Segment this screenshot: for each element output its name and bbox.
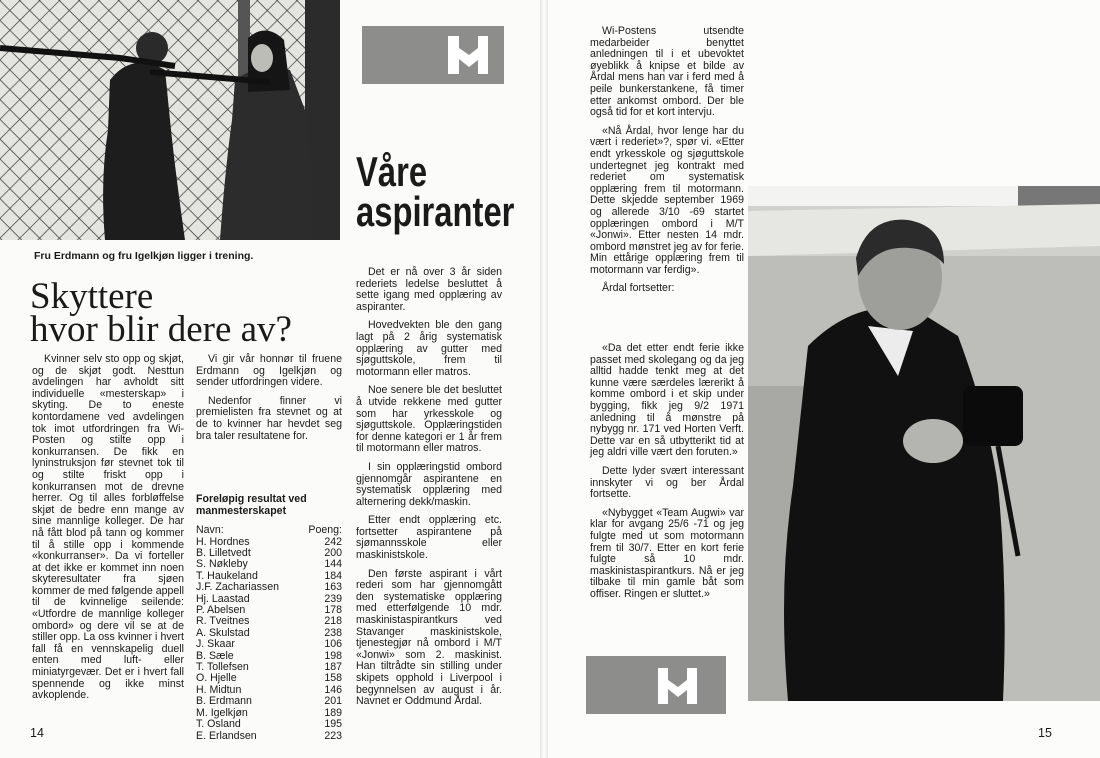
aspiranter-column [356, 267, 502, 715]
interview-paragraph: Årdal fortsetter: [602, 282, 675, 295]
aspiranter-headline-line-2: aspiranter [356, 188, 515, 235]
engineer-illustration [748, 186, 1100, 701]
page-number-right: 15 [1038, 726, 1052, 740]
aspiranter-paragraph: I sin opplæringstid ombord gjennomgår aspirantene en systematisk opplæring med alternering dekk/maskin. [356, 460, 502, 508]
right-page [548, 0, 1100, 758]
competitor-score: 184 [324, 569, 342, 582]
article-headline [30, 276, 340, 350]
competitor-name: A. Skulstad [196, 626, 250, 639]
honour-paragraph: Vi gir vår honnør til fruene Erdmann og Igelkjøn og sender utfordringen videre. [196, 353, 342, 389]
ardal-portrait-photo [748, 186, 1100, 701]
competitor-score: 146 [324, 683, 342, 696]
competitor-score: 195 [324, 718, 342, 731]
results-body [196, 537, 342, 742]
wi-logo-box-bottom [586, 656, 726, 714]
competitor-score: 163 [324, 581, 342, 594]
competitor-name: T. Osland [196, 718, 241, 731]
headline-line-2: hvor blir dere av? [30, 309, 292, 350]
competitor-name: O. Hjelle [196, 672, 237, 685]
competitor-name: P. Abelsen [196, 604, 246, 617]
results-header-row [196, 525, 342, 536]
competitor-name: H. Hordnes [196, 535, 250, 548]
name-column-header: Navn: [196, 524, 224, 537]
aspiranter-paragraph: Etter endt opplæring etc. fortsetter aspirantene på sjømannsskole eller maskinistskole. [356, 514, 502, 562]
headline-line-1: Skyttere [30, 276, 154, 317]
wi-logo-box-top [362, 26, 504, 84]
aspiranter-paragraph: Hovedvekten ble den gang lagt på 2 årig systematisk opplæring av gutter med sjøguttskole, frem til motormann eller matros. [356, 319, 502, 378]
competitor-name: B. Sæle [196, 649, 234, 662]
competitor-score: 200 [324, 547, 342, 559]
results-row [196, 639, 342, 650]
interview-paragraph: «Nå Årdal, hvor lenge har du vært i rederiet»?, spør vi. «Etter endt yrkesskole og sjøguttskole undertegnet jeg kontrakt med rederiet om systematisk opplæring frem til motormann. Dette skjedde september 1969 og allerede 3/10 -69 startet opplæringen ombord i M/T «Jonwi». Etter nesten 14 mdr. ombord mønstret jeg av for ferie. Min ettårige opplæring frem til motormann var ferdig». [590, 124, 744, 276]
aspiranter-paragraph: Noe senere ble det besluttet å utvide rekkene med gutter som har yrkesskole og sjøguttskole. Opplæringstiden for denne kategori er 1 år frem til motormann eller matros. [356, 384, 502, 455]
page-number-left: 14 [30, 726, 44, 740]
competitor-name: T. Haukeland [196, 569, 258, 582]
shooting-practice-illustration [0, 0, 340, 240]
left-page [0, 0, 540, 758]
competitor-name: E. Erlandsen [196, 729, 257, 742]
results-row [196, 719, 342, 730]
results-table [196, 525, 342, 742]
article-body-text: Kvinner selv sto opp og skjøt, og de skjøt godt. Nesttun avdelingen har avholdt sitt individuelle «mesterskap» i skyting. De to eneste kontordamene ved avdelingen tok imot utfordringen fra Wi-Posten og stilte opp i konkurransen. De fikk en lyninstruksjon før stevnet tok til og stilte friskt opp i konkurransen mot de drevne herrer. Og til alles forbløffelse skjøt de bedre enn mange av sine mannlige kolleger. De har nå fått blod på tann og kommer til å stille opp i kommende «konkurranser». Da vi forteller at det ikke er kommet inn noen skyteresultater fra sjøen kommer de med følgende appell til de kvinnelige seilende: «Utfordre de mannlige kolleger ombord» og dere vil se at de stiller opp. La oss kvinner i hvert fall få en vennskapelig duell enten med luft- eller miniatyrgevær. Det er i hvert fall spennende og ikke minst avkoplende. [32, 353, 184, 702]
aspiranter-paragraph: Den første aspirant i vårt rederi som har gjennomgått den systematiske opplæring med etterfølgende 10 mdr. maskinistaspirantkurs ved Stavanger maskinistskole, tjenestegjør nå ombord i M/T «Jonwi» som 2. maskinist. Han tiltrådte sin stilling under skipets opphold i Liverpool i begynnelsen av august i år. Navnet er Oddmund Årdal. [356, 567, 502, 708]
competitor-score: 189 [324, 706, 342, 719]
competitor-name: T. Tollefsen [196, 661, 249, 674]
interview-column-bottom [590, 343, 744, 607]
aspiranter-headline [356, 148, 515, 235]
competitor-score: 218 [324, 615, 342, 628]
competitor-score: 158 [324, 672, 342, 685]
competitor-name: J.F. Zachariassen [196, 581, 280, 594]
competitor-name: S. Nøkleby [196, 558, 248, 571]
aspiranter-headline-line-1: Våre [356, 148, 428, 195]
wi-logo-icon-bottom [586, 656, 726, 714]
results-row [196, 696, 342, 707]
competitor-name: M. Igelkjøn [196, 706, 248, 719]
shooting-practice-photo [0, 0, 340, 240]
competitor-score: 223 [324, 729, 342, 742]
results-title: Foreløpig resultat ved manmesterskapet [196, 493, 307, 517]
competitor-score: 238 [324, 626, 342, 639]
competitor-score: 242 [324, 535, 342, 548]
article-column-2 [196, 354, 342, 449]
competitor-score: 239 [324, 592, 342, 605]
interview-paragraph: «Nybygget «Team Augwi» var klar for avgang 25/6 -71 og jeg fulgte med ut som motormann frem til 30/7. Etter en kort ferie fulgte så 10 mdr. maskinistaspirantkurs. Nå er jeg tilbake til min gamle båt som offiser. Ringen er sluttet.» [590, 506, 744, 600]
photo-caption: Fru Erdmann og fru Igelkjøn ligger i trening. [34, 250, 254, 262]
wi-logo-icon [362, 26, 504, 84]
competitor-score: 187 [324, 661, 342, 674]
competitor-name: B. Erdmann [196, 695, 252, 708]
competitor-name: J. Skaar [196, 638, 235, 651]
results-intro-paragraph: Nedenfor finner vi premielisten fra stevnet og at de to kvinner har hevdet seg bra taler resultatene for. [196, 394, 342, 442]
interview-paragraph: Dette lyder svært interessant innskyter vi og ber Årdal fortsette. [590, 464, 744, 501]
competitor-score: 106 [324, 638, 342, 651]
competitor-score: 198 [324, 649, 342, 662]
interview-paragraph: Wi-Postens utsendte medarbeider benyttet anledningen til i et ubevoktet øyeblikk å knipse et bilde av Årdal mens han var i ferd med å peile bunkerstankene, få timer etter ankomst ombord. Der ble også tid for et kort intervju. [590, 25, 744, 119]
competitor-name: H. Midtun [196, 683, 242, 696]
competitor-score: 201 [324, 695, 342, 708]
article-column-1 [32, 354, 184, 709]
competitor-score: 178 [324, 604, 342, 617]
competitor-name: R. Tveitnes [196, 615, 250, 628]
interview-column-top [590, 26, 744, 302]
aspiranter-paragraph: Det er nå over 3 år siden rederiets ledelse besluttet å sette igang med opplæring av aspiranter. [356, 266, 502, 313]
results-row [196, 731, 342, 742]
competitor-score: 144 [324, 558, 342, 571]
competitor-name: B. Lilletvedt [196, 547, 251, 559]
results-block [196, 494, 342, 742]
competitor-name: Hj. Laastad [196, 592, 250, 605]
interview-paragraph: «Da det etter endt ferie ikke passet med skolegang og da jeg alltid hadde tenkt meg at det kunne være særdeles lærerikt å komme ombord i et skip under bygging, fikk jeg 9/2 1971 anledning til å mønstre på nybygg nr. 171 ved Horten Verft. Dette var en så utbytterikt tid at jeg aldri ville vært den foruten.» [590, 342, 744, 459]
page-gutter [540, 0, 548, 758]
score-column-header: Poeng: [308, 524, 342, 537]
results-row [196, 582, 342, 593]
